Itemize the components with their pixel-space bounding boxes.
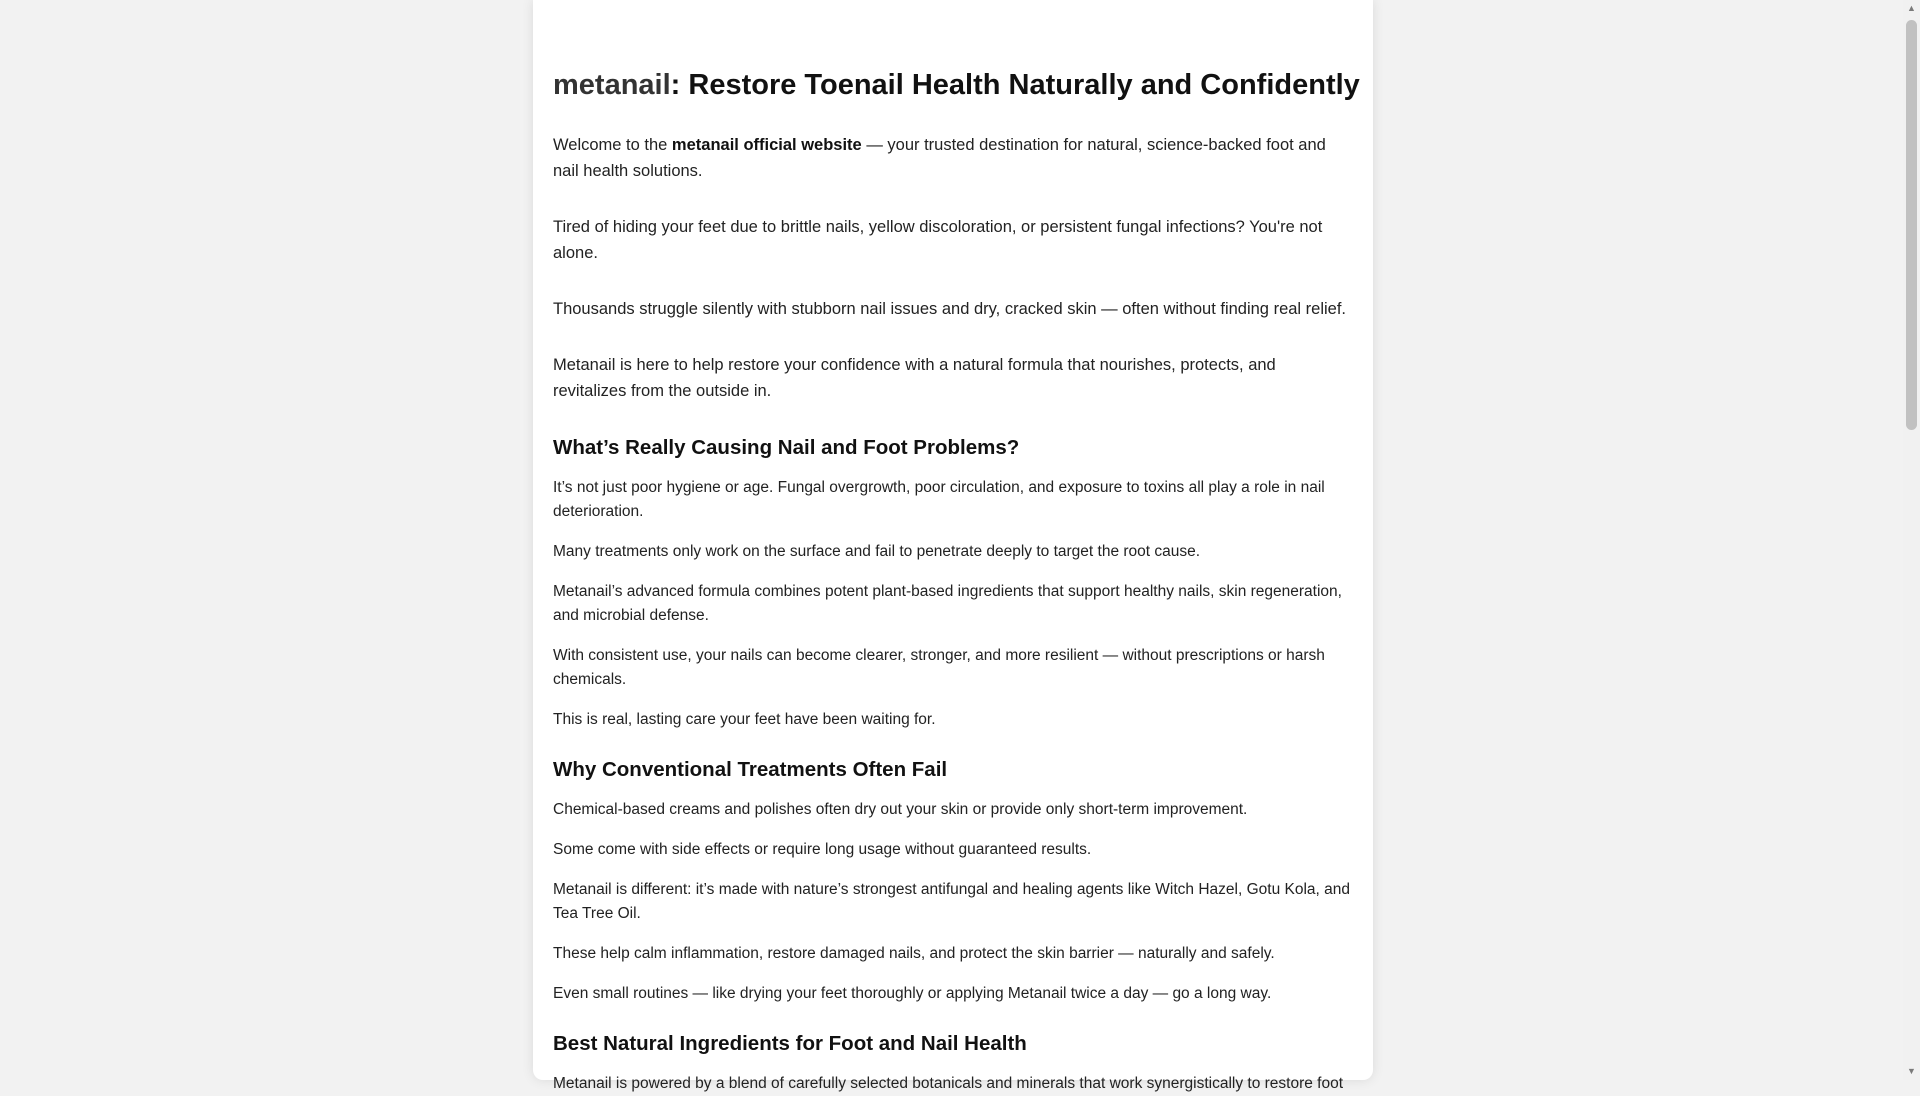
scroll-down-arrow-icon[interactable]: ▼	[1907, 1066, 1916, 1076]
section-paragraph: Metanail is powered by a blend of carefully selected botanicals and minerals that work synergistically to restore foot	[553, 1075, 1344, 1092]
section-paragraph: Some come with side effects or require long usage without guaranteed results.	[553, 841, 1092, 858]
intro-text: — your trusted destination for natural, science-backed foot and nail health solutions.	[553, 136, 1326, 180]
section-heading: What’s Really Causing Nail and Foot Problems?	[553, 436, 1020, 459]
section-ingredients	[553, 1030, 1353, 1096]
intro-block	[553, 132, 1353, 404]
section-paragraph: Metanail is different: it’s made with nature’s strongest antifungal and healing agents like Witch Hazel, Gotu Kola, and Tea Tree Oil.	[553, 881, 1350, 922]
intro-paragraph: Thousands struggle silently with stubborn nail issues and dry, cracked skin — often without finding real relief.	[553, 300, 1347, 318]
intro-text: Welcome to the	[553, 136, 672, 154]
vertical-scrollbar[interactable]	[1903, 0, 1920, 1080]
section-paragraph: Chemical-based creams and polishes often dry out your skin or provide only short-term improvement.	[553, 801, 1248, 818]
section-paragraph: It’s not just poor hygiene or age. Fungal overgrowth, poor circulation, and exposure to toxins all play a role in nail deterioration.	[553, 479, 1325, 520]
section-heading: Why Conventional Treatments Often Fail	[553, 758, 948, 781]
section-causes	[553, 434, 1353, 732]
section-paragraph: Even small routines — like drying your feet thoroughly or applying Metanail twice a day — go a long way.	[553, 985, 1272, 1002]
article-card	[533, 0, 1373, 1092]
section-paragraph: With consistent use, your nails can become clearer, stronger, and more resilient — without prescriptions or harsh chemicals.	[553, 647, 1325, 688]
section-paragraph: Many treatments only work on the surface and fail to penetrate deeply to target the root cause.	[553, 543, 1201, 560]
intro-paragraph	[553, 132, 1353, 184]
brand-link[interactable]: metanail	[553, 69, 671, 101]
section-paragraph: Metanail’s advanced formula combines potent plant-based ingredients that support healthy nails, skin regeneration, and microbial defense.	[553, 583, 1342, 624]
scroll-up-arrow-icon[interactable]: ▲	[1907, 3, 1916, 13]
intro-paragraph: Tired of hiding your feet due to brittle nails, yellow discoloration, or persistent fungal infections? You're not alone.	[553, 218, 1323, 262]
page-title-text: : Restore Toenail Health Naturally and Confidently	[670, 69, 1360, 101]
section-paragraph: This is real, lasting care your feet have been waiting for.	[553, 711, 936, 728]
page-title	[553, 68, 1360, 102]
scrollbar-thumb[interactable]	[1906, 20, 1917, 430]
section-heading: Best Natural Ingredients for Foot and Nail Health	[553, 1032, 1027, 1055]
section-paragraph: These help calm inflammation, restore damaged nails, and protect the skin barrier — naturally and safely.	[553, 945, 1275, 962]
official-website-text: metanail official website	[671, 136, 862, 154]
section-conventional-treatments	[553, 756, 1353, 1006]
intro-paragraph: Metanail is here to help restore your confidence with a natural formula that nourishes, protects, and revitalizes from the outside in.	[553, 356, 1276, 400]
